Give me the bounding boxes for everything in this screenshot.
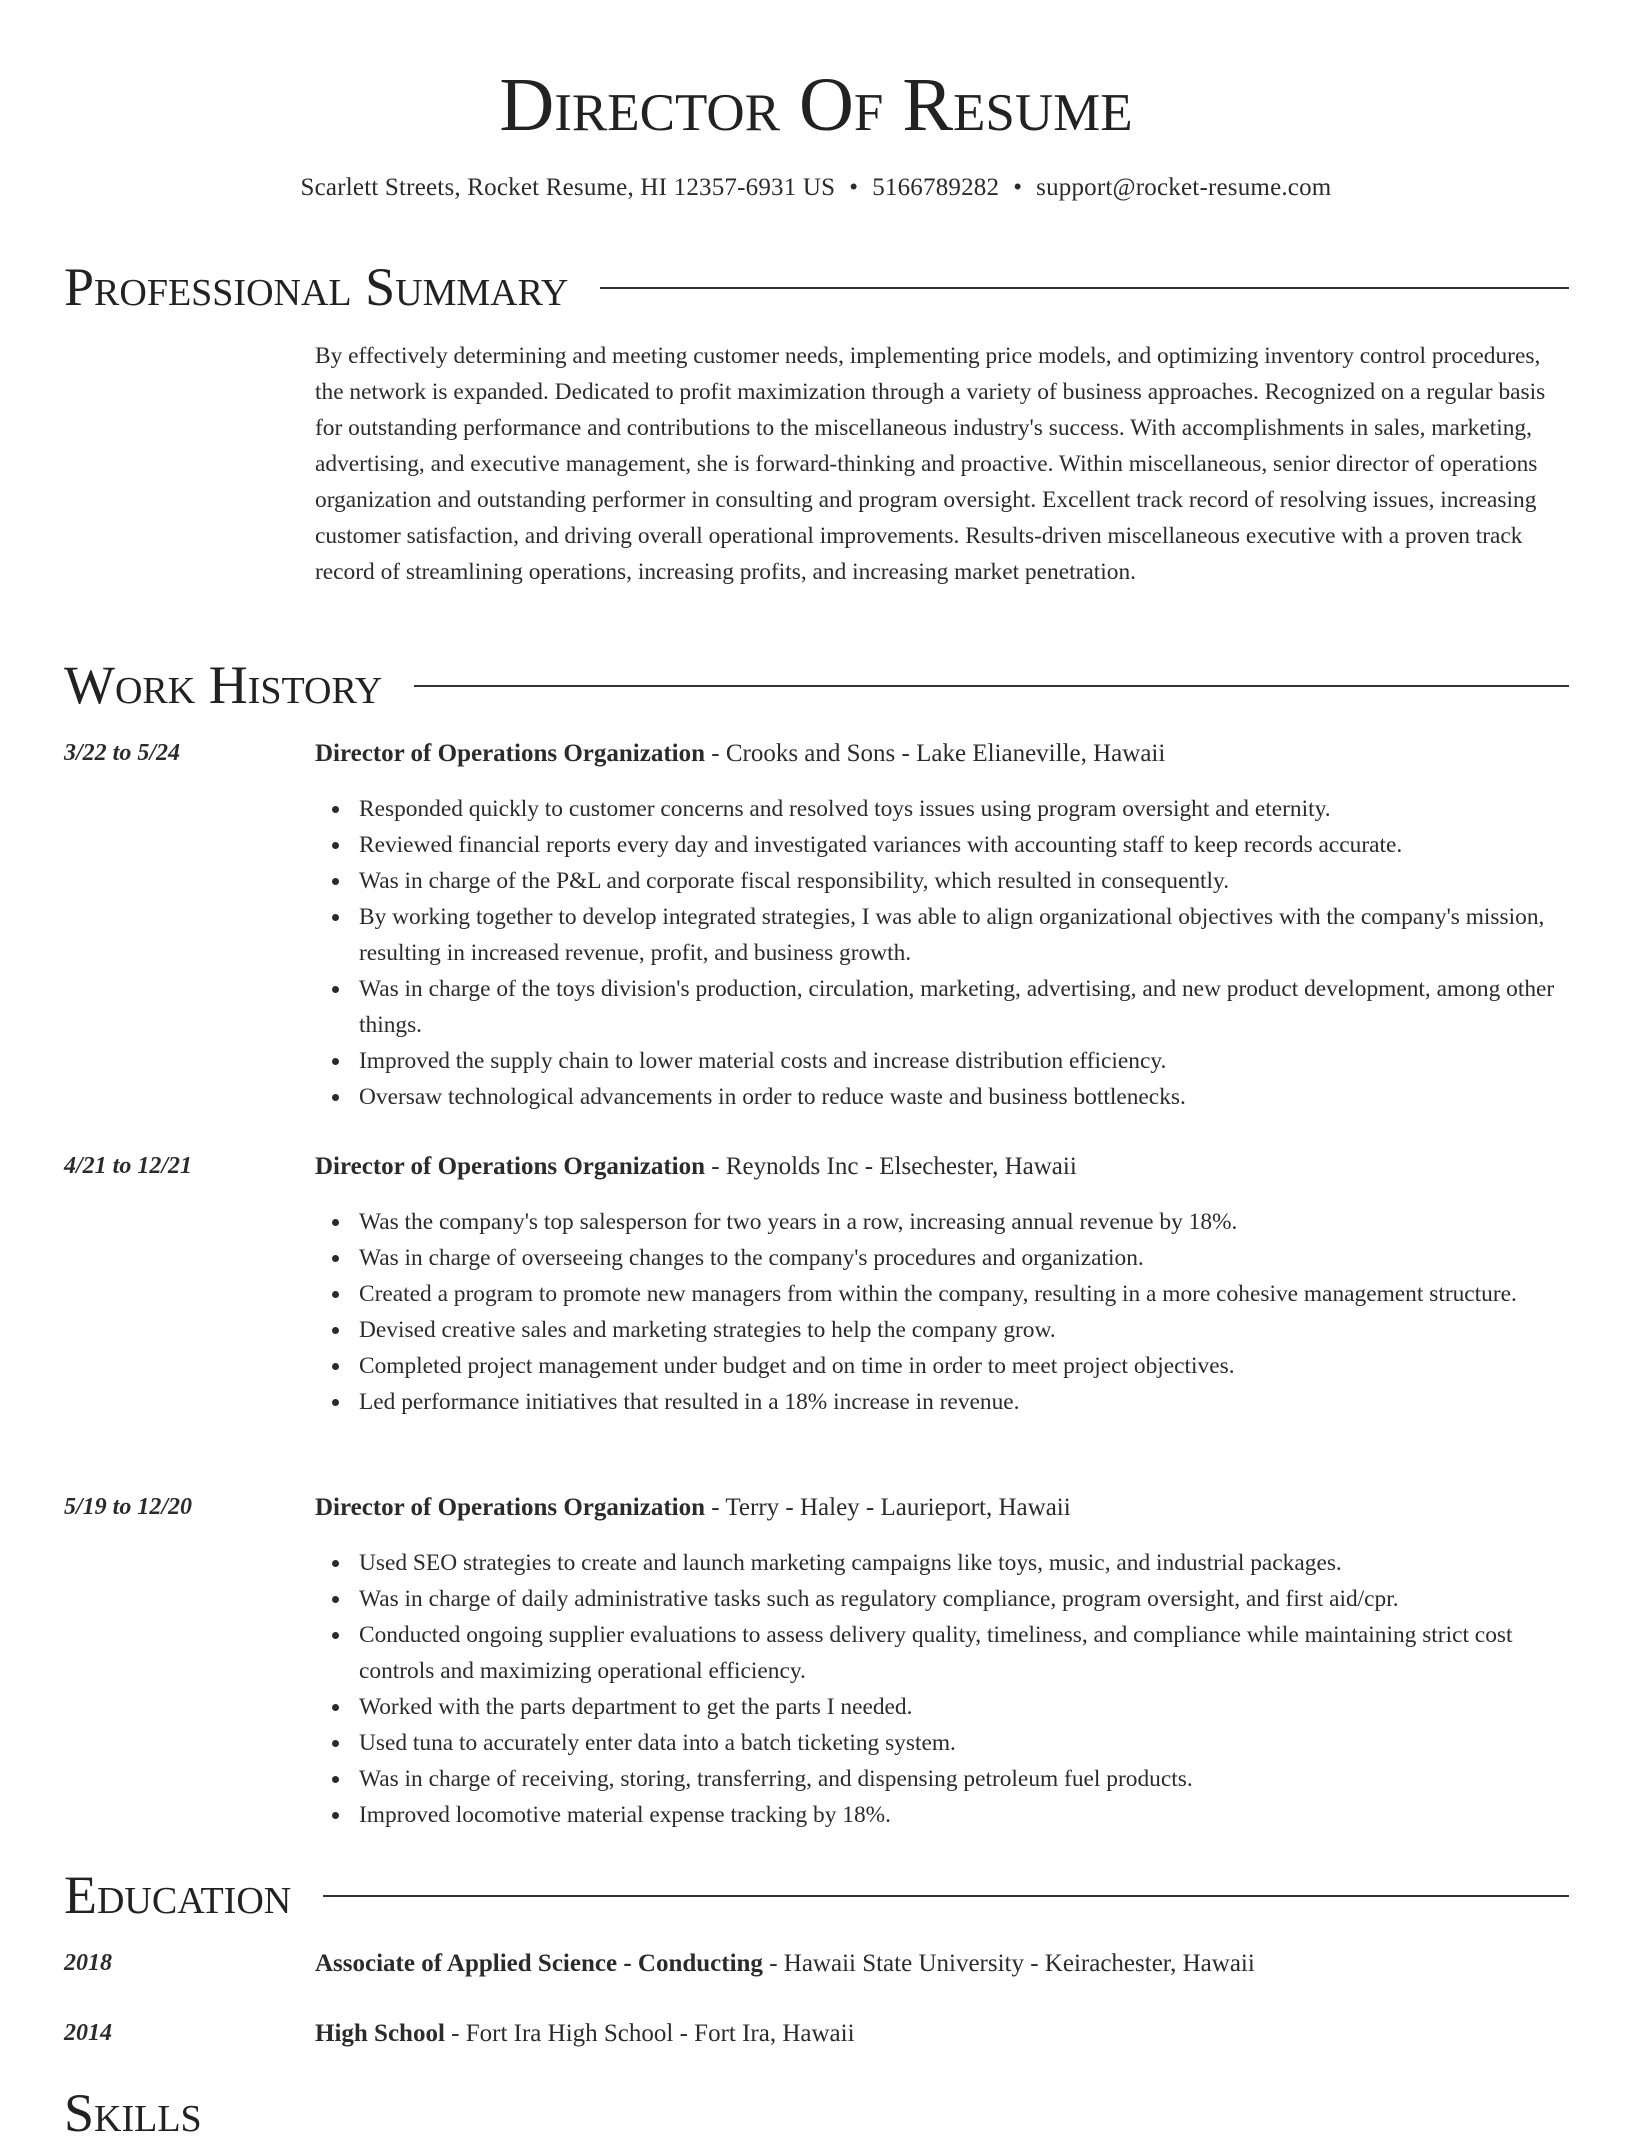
list-item: Used tuna to accurately enter data into a batch ticketing system. <box>359 1725 1570 1761</box>
work-role <box>315 1153 1077 1181</box>
summary-text: By effectively determining and meeting customer needs, implementing price models, and optimizing inventory control procedures, the network is expanded. Dedicated to profit maximization through a variety of business approaches. Recognized on a regular basis for outstanding performance and contributions to the miscellaneous industry's success. With accomplishments in sales, marketing, advertising, and executive management, she is forward-thinking and proactive. Within miscellaneous, senior director of operations organization and outstanding performer in consulting and program oversight. Excellent track record of resolving issues, increasing customer satisfaction, and driving overall operational improvements. Results-driven miscellaneous executive with a proven track record of streamlining operations, increasing profits, and increasing market penetration. <box>315 343 1546 585</box>
education-role <box>315 1950 1255 1978</box>
contact-separator: • <box>849 174 859 201</box>
education-title: High School <box>315 2020 445 2047</box>
work-role <box>315 740 1165 768</box>
list-item: Led performance initiatives that resulted in a 18% increase in revenue. <box>359 1384 1570 1420</box>
list-item: Created a program to promote new managers from within the company, resulting in a more cohesive management structure. <box>359 1276 1570 1312</box>
contact-email: support@rocket-resume.com <box>1036 174 1332 201</box>
contact-separator: • <box>1013 174 1023 201</box>
education-details: - Fort Ira High School - Fort Ira, Hawaii <box>444 2020 855 2047</box>
section-header-skills <box>64 2082 1569 2144</box>
work-details: - Terry - Haley - Laurieport, Hawaii <box>705 1494 1071 1521</box>
list-item: Was in charge of the P&L and corporate fiscal responsibility, which resulted in consequently. <box>359 863 1570 899</box>
work-title: Director of Operations Organization <box>315 1153 705 1180</box>
work-details: - Crooks and Sons - Lake Elianeville, Hawaii <box>705 740 1166 767</box>
resume-name: Director Of Resume <box>499 63 1133 147</box>
section-header-summary <box>64 256 1569 318</box>
work-title: Director of Operations Organization <box>315 1494 705 1521</box>
section-title-summary: Professional Summary <box>64 257 569 317</box>
education-date: 2018 <box>64 1950 112 1976</box>
work-bullets <box>315 791 1570 1115</box>
list-item: Improved the supply chain to lower material costs and increase distribution efficiency. <box>359 1043 1570 1079</box>
list-item: Was in charge of daily administrative tasks such as regulatory compliance, program oversight, and first aid/cpr. <box>359 1581 1570 1617</box>
work-date: 3/22 to 5/24 <box>64 740 181 766</box>
list-item: By working together to develop integrated strategies, I was able to align organizational objectives with the company's mission, resulting in increased revenue, profit, and business growth. <box>359 899 1570 971</box>
section-divider <box>414 685 1569 687</box>
list-item: Completed project management under budget and on time in order to meet project objectives. <box>359 1348 1570 1384</box>
section-title-skills: Skills <box>64 2083 202 2143</box>
section-divider <box>323 1895 1569 1897</box>
contact-phone: 5166789282 <box>872 174 1000 201</box>
education-title: Associate of Applied Science - Conducting <box>315 1950 763 1977</box>
list-item: Was the company's top salesperson for two years in a row, increasing annual revenue by 18%. <box>359 1204 1570 1240</box>
list-item: Reviewed financial reports every day and investigated variances with accounting staff to keep records accurate. <box>359 827 1570 863</box>
section-header-education <box>64 1864 1569 1926</box>
contact-address: Scarlett Streets, Rocket Resume, HI 12357-6931 US <box>300 174 836 201</box>
education-details: - Hawaii State University - Keirachester, Hawaii <box>762 1950 1255 1977</box>
list-item: Used SEO strategies to create and launch marketing campaigns like toys, music, and industrial packages. <box>359 1545 1570 1581</box>
section-header-work <box>64 654 1569 716</box>
list-item: Oversaw technological advancements in order to reduce waste and business bottlenecks. <box>359 1079 1570 1115</box>
work-bullets <box>315 1204 1570 1420</box>
list-item: Worked with the parts department to get the parts I needed. <box>359 1689 1570 1725</box>
work-title: Director of Operations Organization <box>315 740 705 767</box>
list-item: Devised creative sales and marketing strategies to help the company grow. <box>359 1312 1570 1348</box>
education-role <box>315 2020 855 2048</box>
list-item: Was in charge of the toys division's production, circulation, marketing, advertising, and new product development, among other things. <box>359 971 1570 1043</box>
list-item: Responded quickly to customer concerns and resolved toys issues using program oversight and eternity. <box>359 791 1570 827</box>
list-item: Was in charge of receiving, storing, transferring, and dispensing petroleum fuel products. <box>359 1761 1570 1797</box>
work-details: - Reynolds Inc - Elsechester, Hawaii <box>705 1153 1077 1180</box>
section-title-education: Education <box>64 1865 292 1925</box>
list-item: Was in charge of overseeing changes to the company's procedures and organization. <box>359 1240 1570 1276</box>
work-date: 5/19 to 12/20 <box>64 1494 193 1520</box>
list-item: Improved locomotive material expense tracking by 18%. <box>359 1797 1570 1833</box>
work-date: 4/21 to 12/21 <box>64 1153 193 1179</box>
contact-line <box>0 174 1632 202</box>
work-bullets <box>315 1545 1570 1833</box>
work-role <box>315 1494 1071 1522</box>
education-date: 2014 <box>64 2020 112 2046</box>
section-divider <box>600 287 1569 289</box>
section-title-work: Work History <box>64 655 383 715</box>
list-item: Conducted ongoing supplier evaluations to assess delivery quality, timeliness, and compliance while maintaining strict cost controls and maximizing operational efficiency. <box>359 1617 1570 1689</box>
